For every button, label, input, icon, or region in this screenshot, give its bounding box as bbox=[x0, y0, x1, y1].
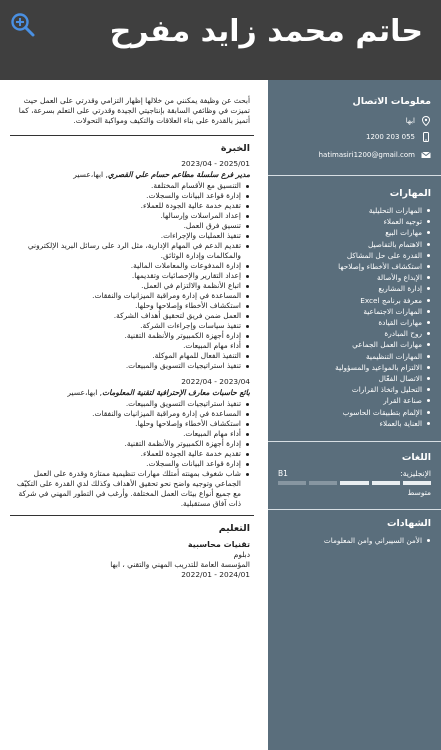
language-level-segment bbox=[372, 481, 400, 485]
language-level-segment bbox=[278, 481, 306, 485]
skill-item: الاتصال الفعّال bbox=[278, 373, 431, 384]
education-type: دبلوم bbox=[233, 550, 250, 559]
skill-item: روح المبادرة bbox=[278, 328, 431, 339]
duty-item: تنفيذ استراتيجيات التسويق والمبيعات. bbox=[14, 361, 250, 371]
skill-item: القدرة على حل المشاكل bbox=[278, 250, 431, 261]
language-name: الإنجليزية: bbox=[400, 469, 431, 479]
language-code: B1 bbox=[278, 469, 288, 479]
skill-item: العناية بالعملاء bbox=[278, 418, 431, 429]
experience-title: الخبرة bbox=[220, 143, 250, 154]
skill-item: معرفة برنامج Excel bbox=[278, 295, 431, 306]
contact-phone-text: 1200 203 055 bbox=[366, 133, 415, 141]
skill-item: مهارات العمل الجماعي bbox=[278, 339, 431, 350]
contact-phone[interactable] bbox=[278, 129, 431, 145]
duty-item: تقديم خدمة عالية الجودة للعملاء. bbox=[14, 201, 250, 211]
certificate-item: الأمن السيبراني وامن المعلومات bbox=[278, 535, 431, 546]
duty-item: أداء مهام المبيعات. bbox=[14, 429, 250, 439]
duty-item: تنفيذ استراتيجيات التسويق والمبيعات. bbox=[14, 399, 250, 409]
education-entry bbox=[14, 539, 250, 580]
duty-item: التنسيق مع الأقسام المختلفة. bbox=[14, 181, 250, 191]
duty-item: إعداد التقارير والإحصائيات وتقديمها. bbox=[14, 271, 250, 281]
phone-icon bbox=[421, 132, 431, 142]
job-entry bbox=[14, 159, 250, 371]
job-duties bbox=[14, 399, 250, 509]
skill-item: صناعة القرار bbox=[278, 395, 431, 406]
job-duties bbox=[14, 181, 250, 371]
duty-item: إدارة المدفوعات والمعاملات المالية. bbox=[14, 261, 250, 271]
education-school: المؤسسة العامة للتدريب المهني والتقني ، ابها bbox=[110, 560, 250, 569]
divider bbox=[268, 175, 441, 176]
languages-title: اللغات bbox=[401, 452, 431, 464]
language-level-segment bbox=[309, 481, 337, 485]
duty-item: المساعدة في إدارة ومراقبة الميزانيات والنفقات. bbox=[14, 291, 250, 301]
divider bbox=[268, 441, 441, 442]
language-level-bar bbox=[278, 481, 431, 485]
contact-location-text: ابها bbox=[405, 117, 415, 125]
zoom-in-icon[interactable] bbox=[10, 12, 36, 38]
divider bbox=[10, 515, 254, 516]
duty-item: تنفيذ سياسات وإجراءات الشركة. bbox=[14, 321, 250, 331]
language-level-label: متوسط bbox=[407, 488, 431, 498]
skill-item: توجيه العملاء bbox=[278, 216, 431, 227]
skill-item: المهارات التحليلية bbox=[278, 205, 431, 216]
language-level-segment bbox=[403, 481, 431, 485]
skills-list bbox=[278, 205, 431, 429]
job-location: ابها،عسير bbox=[67, 388, 98, 397]
duty-item: تنسيق فرق العمل. bbox=[14, 221, 250, 231]
skills-title: المهارات bbox=[389, 188, 431, 199]
skill-item: مهارات القيادة bbox=[278, 317, 431, 328]
education-title: التعليم bbox=[218, 523, 250, 534]
language-level-segment bbox=[340, 481, 368, 485]
duty-item: استكشاف الأخطاء وإصلاحها وحلها. bbox=[14, 301, 250, 311]
job-heading: بائع حاسبات معارف الإحترافية لتقنية المعلومات, ابها،عسير bbox=[67, 388, 250, 397]
sidebar bbox=[268, 80, 441, 750]
email-icon bbox=[421, 150, 431, 160]
contact-title: معلومات الاتصال bbox=[352, 96, 431, 107]
duty-item: أداء مهام المبيعات. bbox=[14, 341, 250, 351]
duty-item: تقديم خدمة عالية الجودة للعملاء. bbox=[14, 449, 250, 459]
duty-item: إدارة أجهزة الكمبيوتر والأنظمة التقنية. bbox=[14, 331, 250, 341]
main-content bbox=[0, 80, 268, 750]
education-degree: تقنيات محاسبية bbox=[187, 540, 250, 549]
language-row bbox=[278, 469, 431, 478]
divider bbox=[268, 509, 441, 510]
duty-item: إدارة قواعد البيانات والسجلات. bbox=[14, 191, 250, 201]
duty-item: تنفيذ العمليات والإجراءات. bbox=[14, 231, 250, 241]
duty-item: المساعدة في إدارة ومراقبة الميزانيات والنفقات. bbox=[14, 409, 250, 419]
job-location: ابها،عسير bbox=[73, 170, 104, 179]
duty-item: إعداد المراسلات وإرسالها. bbox=[14, 211, 250, 221]
duty-item: اتباع الأنظمة والالتزام في العمل. bbox=[14, 281, 250, 291]
skill-item: الإبداع والأصالة bbox=[278, 272, 431, 283]
contact-email-text: hatimasiri1200@gmail.com bbox=[318, 151, 415, 159]
skill-item: إدارة المشاريع bbox=[278, 283, 431, 294]
skill-item: التحليل واتخاذ القرارات bbox=[278, 384, 431, 395]
divider bbox=[10, 135, 254, 136]
duty-item: العمل ضمن فريق لتحقيق أهداف الشركة. bbox=[14, 311, 250, 321]
job-dates: 2023/04 - 2025/01 bbox=[181, 159, 250, 168]
contact-location bbox=[278, 113, 431, 129]
duty-item: شاب شغوف بمهنته أمتلك مهارات تنظيمية ممتازة وقدرة على العمل الجماعي وتوجيه واضح نحو تحقيق الأهداف وكذلك لدي القدرة على التكيّف مع جميع أنواع بيئات العمل المختلفة. وأرغب في التطور المهني في شركة ذات آفاق مستقبلية. bbox=[14, 469, 250, 509]
job-dates: 2022/04 - 2023/04 bbox=[181, 377, 250, 386]
contact-email[interactable] bbox=[278, 147, 431, 163]
person-name: حاتم محمد زايد مفرح bbox=[109, 14, 423, 49]
skill-item: الاهتمام بالتفاصيل bbox=[278, 239, 431, 250]
skill-item: المهارات التنظيمية bbox=[278, 351, 431, 362]
skill-item: مهارات البيع bbox=[278, 227, 431, 238]
duty-item: تقديم الدعم في المهام الإدارية، مثل الرد على رسائل البريد الإلكتروني والمكالمات وإدارة الوثائق. bbox=[14, 241, 250, 261]
job-heading: مدير فرع سلسلة مطاعم حسام علي القصري, ابها،عسير bbox=[73, 170, 250, 179]
duty-item: إدارة قواعد البيانات والسجلات. bbox=[14, 459, 250, 469]
job-entry bbox=[14, 377, 250, 509]
certificates-list bbox=[278, 535, 431, 546]
duty-item: إدارة أجهزة الكمبيوتر والأنظمة التقنية. bbox=[14, 439, 250, 449]
skill-item: استكشاف الأخطاء وإصلاحها bbox=[278, 261, 431, 272]
job-title: مدير فرع سلسلة مطاعم حسام علي القصري bbox=[107, 170, 250, 179]
duty-item: التنفيذ الفعال للمهام الموكلة. bbox=[14, 351, 250, 361]
skill-item: الالتزام بالمواعيد والمسؤولية bbox=[278, 362, 431, 373]
resume-header bbox=[0, 0, 441, 80]
skill-item: الإلمام بتطبيقات الحاسوب bbox=[278, 407, 431, 418]
duty-item: استكشاف الأخطاء وإصلاحها وحلها. bbox=[14, 419, 250, 429]
education-dates: 2022/01 - 2024/01 bbox=[181, 570, 250, 579]
summary-text: أبحث عن وظيفة يمكنني من خلالها إظهار التزامي وقدرتي على العمل حيث تميزت في وظائفي السابقة بإنتاجيتي الجيدة وقدرتي على التعلم بسرعة، كما أتميز بالقدرة على بناء العلاقات والتكيف ومواكبة التحولات. bbox=[18, 96, 250, 125]
skill-item: المهارات الاجتماعية bbox=[278, 306, 431, 317]
location-pin-icon bbox=[421, 116, 431, 126]
job-title: بائع حاسبات معارف الإحترافية لتقنية المعلومات bbox=[102, 388, 250, 397]
certificates-title: الشهادات bbox=[386, 518, 431, 530]
